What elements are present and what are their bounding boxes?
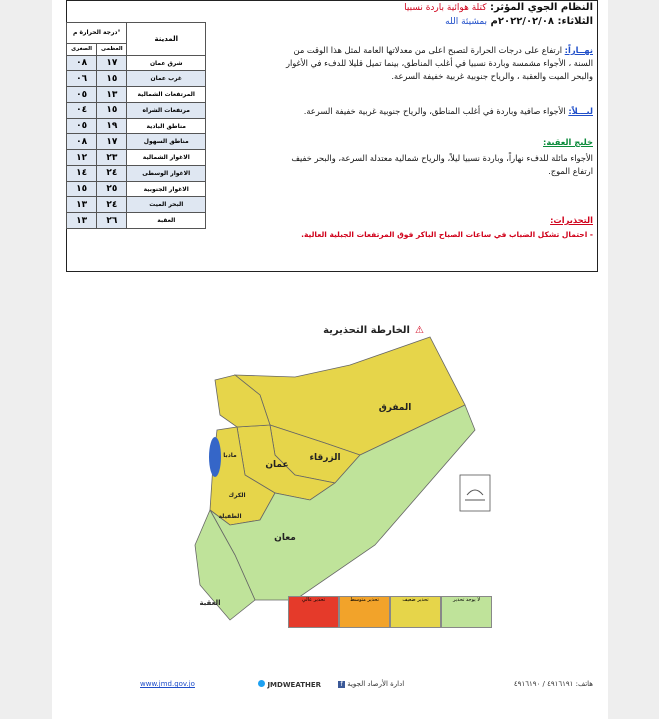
night-forecast [273, 105, 593, 118]
aqaba-label: خليج العقبة: [543, 137, 593, 147]
city-cell: مرتفعات الشراه [127, 102, 206, 118]
region-label: معان [274, 533, 296, 543]
city-cell: الاغوار الجنوبية [127, 181, 206, 197]
legend-none: لا يوجد تحذير [441, 596, 492, 628]
table-row [67, 118, 206, 134]
jordan-map-svg [175, 315, 495, 635]
city-cell: مناطق السهول [127, 134, 206, 150]
region-label: المفرق [378, 403, 412, 413]
dead-sea [209, 437, 221, 477]
warnings-label: التحذيرات: [550, 215, 593, 225]
min-temp-cell: ٠٥ [67, 87, 97, 103]
region-label: عمان [265, 460, 289, 470]
city-cell: المرتفعات الشمالية [127, 87, 206, 103]
city-cell: شرق عمان [127, 55, 206, 71]
min-temp-cell: ٠٤ [67, 102, 97, 118]
max-temp-cell: ١٧ [97, 55, 127, 71]
col-city-header: المدينة [127, 23, 206, 56]
region-label: مادبا [223, 452, 237, 459]
night-text: الأجواء صافية وباردة في أغلب المناطق، والرياح جنوبية غربية خفيفة السرعة. [303, 106, 566, 116]
min-temp-cell: ٠٨ [67, 55, 97, 71]
footer-phone: هاتف: ٤٩١٦١٩١ / ٤٩١٦١٩٠ [513, 680, 593, 688]
day-forecast [273, 44, 593, 83]
min-temp-cell: ١٥ [67, 181, 97, 197]
fog-icon [460, 475, 490, 511]
min-temp-cell: ٠٨ [67, 134, 97, 150]
city-cell: الاغوار الوسطى [127, 165, 206, 181]
max-temp-cell: ٢٦ [97, 213, 127, 229]
facebook-icon: f [338, 681, 345, 688]
day-label: نهــاراً: [564, 45, 593, 55]
system-line [404, 2, 593, 13]
max-temp-cell: ١٧ [97, 134, 127, 150]
min-temp-cell: ١٢ [67, 150, 97, 166]
max-temp-cell: ١٩ [97, 118, 127, 134]
table-row [67, 181, 206, 197]
table-row [67, 134, 206, 150]
table-row [67, 102, 206, 118]
footer-twitter[interactable] [258, 680, 321, 689]
temperature-table [66, 22, 206, 229]
table-row [67, 197, 206, 213]
footer-website-link[interactable]: www.jmd.gov.jo [140, 680, 195, 688]
city-cell: غرب عمان [127, 71, 206, 87]
min-temp-cell: ٠٦ [67, 71, 97, 87]
date-note: بمشيئة الله [445, 17, 488, 27]
city-cell: العقبة [127, 213, 206, 229]
region-label: الكرك [228, 492, 246, 499]
night-label: ليـــلاً: [568, 106, 593, 116]
max-temp-cell: ١٣ [97, 87, 127, 103]
warning-triangle-icon: ⚠ [415, 325, 424, 336]
col-max-header: العظمى [97, 43, 127, 55]
map-legend [288, 596, 492, 628]
legend-weak: تحذير ضعيف [390, 596, 441, 628]
min-temp-cell: ١٣ [67, 213, 97, 229]
max-temp-cell: ٢٥ [97, 181, 127, 197]
legend-medium: تحذير متوسط [339, 596, 390, 628]
social-icon [258, 680, 265, 687]
footer-facebook[interactable] [338, 680, 404, 688]
region-label: الطفيلة [218, 513, 242, 520]
table-row [67, 150, 206, 166]
col-temp-header: درجة الحرارة م° [67, 23, 127, 44]
table-row [67, 71, 206, 87]
twitter-label: JMDWEATHER [267, 681, 322, 689]
max-temp-cell: ٢٤ [97, 197, 127, 213]
date-label: الثلاثاء: ٢٠٢٢/٠٢/٠٨م [490, 16, 593, 27]
min-temp-cell: ١٣ [67, 197, 97, 213]
max-temp-cell: ١٥ [97, 102, 127, 118]
min-temp-cell: ١٤ [67, 165, 97, 181]
city-cell: مناطق البادية [127, 118, 206, 134]
col-min-header: الصغرى [67, 43, 97, 55]
min-temp-cell: ٠٥ [67, 118, 97, 134]
day-text: ارتفاع على درجات الحرارة لتصبح اعلى من معدلاتها العامة لمثل هذا الوقت من السنة ، الأجواء مشمسة وباردة نسبيا في أغلب المناطق، بينما تميل قليلا للدفء في الأغوار والبحر الميت والعقبة ، والرياح جنوبية غربية خفيفة السرعة. [285, 45, 593, 81]
legend-high: تحذير عالي [288, 596, 339, 628]
table-row [67, 87, 206, 103]
region-label: الزرقاء [309, 453, 341, 463]
table-row [67, 213, 206, 229]
max-temp-cell: ٢٣ [97, 150, 127, 166]
table-header-row [67, 23, 206, 44]
facebook-label: ادارة الأرصاد الجوية [347, 680, 405, 688]
max-temp-cell: ٢٤ [97, 165, 127, 181]
table-row [67, 165, 206, 181]
map-title: الخارطة التحذيرية [323, 325, 410, 336]
region-label: العقبة [199, 599, 221, 607]
system-label: النظام الجوي المؤثر: [489, 2, 593, 13]
max-temp-cell: ١٥ [97, 71, 127, 87]
warnings-text: - احتمال تشكل الضباب في ساعات الصباح الباكر فوق المرتفعات الجبلية العالية. [301, 230, 593, 239]
aqaba-text: الأجواء مائلة للدفء نهاراً، وباردة نسبيا ليلاً، والرياح شمالية معتدلة السرعة، والبحر خفيف ارتفاع الموج. [291, 153, 593, 176]
date-line [445, 16, 593, 27]
table-row [67, 55, 206, 71]
city-cell: البحر الميت [127, 197, 206, 213]
warning-map [175, 315, 495, 635]
city-cell: الاغوار الشمالية [127, 150, 206, 166]
system-value: كتلة هوائية باردة نسبيا [404, 3, 487, 13]
